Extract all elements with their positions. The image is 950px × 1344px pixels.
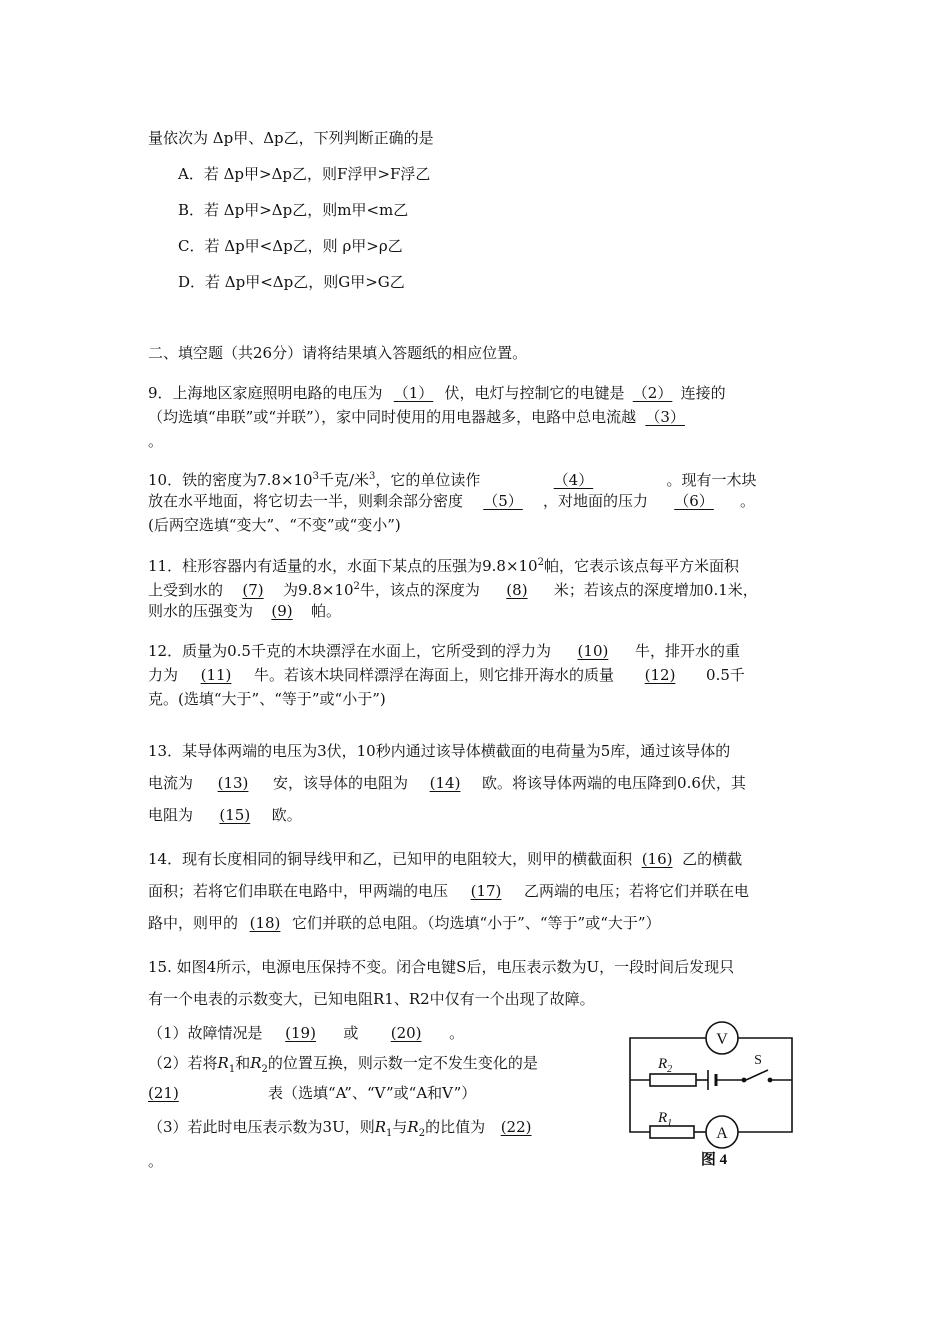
- q10-text: ，它的单位读作: [375, 471, 481, 489]
- blank-11: (11): [200, 666, 232, 684]
- q10-text: 10．铁的密度为7.8×10: [148, 471, 313, 489]
- blank-2: （2）: [632, 384, 673, 402]
- q13-text: 安，该导体的电阻为: [273, 774, 409, 792]
- blank-18: (18): [249, 914, 281, 932]
- blank-4: （4）: [553, 471, 594, 489]
- q11-line1: [148, 553, 739, 576]
- blank-5: （5）: [483, 492, 523, 510]
- r-subscript: 1: [228, 1064, 236, 1075]
- blank-9: (9): [271, 602, 293, 620]
- resistor-r2: [650, 1074, 696, 1086]
- circuit-diagram: [622, 1018, 798, 1170]
- q11-text: 帕，它表示该点每平方米面积: [543, 557, 739, 575]
- switch-label: S: [754, 1053, 762, 1068]
- q13-line1: 13．某导体两端的电压为3伏，10秒内通过该导体横截面的电荷量为5库，通过该导体的: [148, 742, 731, 760]
- ammeter-label: A: [716, 1125, 728, 1142]
- wire-top-right: [738, 1038, 792, 1132]
- q15-part2-cont: [148, 1083, 476, 1103]
- q10-text: 放在水平地面，将它切去一半，则剩余部分密度: [148, 492, 464, 510]
- blank-8: (8): [506, 581, 528, 599]
- blank-13: (13): [217, 774, 249, 792]
- q14-line3: [148, 913, 661, 933]
- r-subscript: 1: [386, 1128, 393, 1139]
- q12-text: 牛。若该木块同样漂浮在海面上，则它排开海水的质量: [254, 666, 615, 684]
- q9-text: 9．上海地区家庭照明电路的电压为: [148, 384, 383, 402]
- q14-line1: [148, 849, 742, 869]
- blank-1: （1）: [393, 384, 434, 402]
- blank-6: （6）: [674, 492, 714, 510]
- q10-text: 千克/米: [318, 471, 370, 489]
- q15-text: 表（选填“A”、“V”或“A和V”）: [268, 1084, 477, 1102]
- q12-text: 0.5千: [706, 666, 745, 684]
- r-symbol: R: [374, 1118, 387, 1136]
- q11-text: 则水的压强变为: [148, 602, 254, 620]
- q9-text: 伏，电灯与控制它的电键是: [444, 384, 625, 402]
- q14-text: 乙两端的电压；若将它们并联在电: [524, 882, 750, 900]
- q10-line1: [148, 467, 756, 490]
- q11-text: 11．柱形容器内有适量的水，水面下某点的压强为9.8×10: [148, 557, 538, 575]
- q12-text: 12．质量为0.5千克的木块漂浮在水面上，它所受到的浮力为: [148, 642, 551, 660]
- q15-text: （1）故障情况是: [148, 1024, 263, 1042]
- option-a: A．若 Δp甲>Δp乙，则F浮甲>F浮乙: [178, 165, 431, 183]
- q15-line1: 15. 如图4所示，电源电压保持不变。闭合电键S后，电压表示数为U，一段时间后发现只: [148, 958, 735, 976]
- q11-sup: 2: [537, 557, 544, 568]
- blank-19: (19): [285, 1024, 316, 1042]
- q13-text: 欧。: [271, 806, 302, 824]
- q14-text: 14．现有长度相同的铜导线甲和乙，已知甲的电阻较大，则甲的横截面积: [148, 850, 633, 868]
- blank-20: (20): [390, 1024, 422, 1042]
- q13-text: 电流为: [148, 774, 194, 792]
- q15-end: 。: [148, 1152, 164, 1170]
- q15-part2: [148, 1053, 538, 1080]
- switch-blade: [746, 1070, 768, 1080]
- q15-text: 与: [392, 1118, 408, 1136]
- r2-label: $R_2$: [658, 1056, 673, 1075]
- q9-line2: [148, 407, 694, 427]
- option-d: D．若 Δp甲<Δp乙，则G甲>G乙: [178, 273, 405, 291]
- q15-text: 或: [343, 1024, 359, 1042]
- q11-text: 上受到水的: [148, 581, 224, 599]
- q14-text: 乙的横截: [682, 850, 743, 868]
- switch-contact: [742, 1078, 747, 1083]
- q10-text: 。现有一木块: [666, 471, 757, 489]
- q12-line1: [148, 641, 740, 661]
- blank-17: (17): [470, 882, 502, 900]
- q15-text: 和: [235, 1054, 251, 1072]
- q14-text: 面积；若将它们串联在电路中，甲两端的电压: [148, 882, 449, 900]
- option-b: B．若 Δp甲>Δp乙，则m甲<m乙: [178, 201, 409, 219]
- blank-15: (15): [219, 806, 251, 824]
- q11-sup: 2: [353, 581, 360, 592]
- blank-7: (7): [242, 581, 264, 599]
- q11-text: 为9.8×10: [283, 581, 354, 599]
- q11-text: 牛，该点的深度为: [359, 581, 480, 599]
- q12-line2: [148, 665, 745, 685]
- q15-text: 。: [449, 1024, 465, 1042]
- blank-16: (16): [641, 850, 673, 868]
- q9-text: 连接的: [680, 384, 726, 402]
- q9-line3: 。: [148, 432, 164, 450]
- q11-text: 帕。: [311, 602, 342, 620]
- figure-caption: 图 4: [700, 1152, 728, 1168]
- q10-sup: 3: [369, 471, 376, 482]
- q12-text: 牛，排开水的重: [634, 642, 740, 660]
- q10-text: 。: [740, 492, 756, 510]
- q10-text: ，对地面的压力: [543, 492, 649, 510]
- q13-line2: [148, 773, 746, 793]
- voltmeter-label: V: [716, 1031, 728, 1048]
- q9-text: （均选填“串联”或“并联”），家中同时使用的用电器越多，电路中总电流越: [148, 408, 637, 426]
- option-c: C．若 Δp甲<Δp乙，则 ρ甲>ρ乙: [178, 237, 403, 255]
- r-symbol: R: [217, 1054, 229, 1072]
- q10-sup: 3: [312, 471, 319, 482]
- r-subscript: 2: [261, 1064, 268, 1075]
- q9-line1: [148, 383, 726, 403]
- q11-text: 米；若该点的深度增加0.1米，: [553, 581, 758, 599]
- section-heading: 二、填空题（共26分）请将结果填入答题纸的相应位置。: [148, 344, 528, 362]
- blank-22: (22): [500, 1118, 532, 1136]
- r-symbol: R: [407, 1118, 419, 1136]
- r-subscript: 2: [418, 1128, 426, 1139]
- q15-line2: 有一个电表的示数变大，已知电阻R1、R2中仅有一个出现了故障。: [148, 990, 595, 1008]
- r1-label: $R_1$: [658, 1110, 673, 1129]
- q15-text: （2）若将: [148, 1054, 218, 1072]
- q13-text: 欧。将该导体两端的电压降到0.6伏，其: [482, 774, 746, 792]
- blank-12: (12): [644, 666, 676, 684]
- q10-line2: [148, 491, 755, 511]
- q11-line3: [148, 601, 341, 621]
- blank-10: (10): [577, 642, 609, 660]
- blank-14: (14): [429, 774, 461, 792]
- q15-text: 的位置互换，则示数一定不发生变化的是: [267, 1054, 538, 1072]
- blank-3: （3）: [645, 408, 685, 426]
- r-symbol: R: [250, 1054, 262, 1072]
- q10-line3: (后两空选填“变大”、“不变”或“变小”): [148, 516, 401, 534]
- q13-text: 电阻为: [148, 806, 194, 824]
- question-stem: 量依次为 Δp甲、Δp乙，下列判断正确的是: [148, 129, 434, 147]
- q12-text: 力为: [148, 666, 179, 684]
- q15-part1: [148, 1023, 464, 1043]
- q13-line3: [148, 805, 302, 825]
- blank-21: (21): [148, 1084, 179, 1102]
- q15-part3: [148, 1117, 547, 1144]
- q11-line2: [148, 577, 758, 600]
- q15-text: （3）若此时电压表示数为3U，则: [148, 1118, 375, 1136]
- q14-text: 路中，则甲的: [148, 914, 239, 932]
- q15-text: 的比值为: [425, 1118, 486, 1136]
- q12-line3: 克。(选填“大于”、“等于”或“小于”): [148, 690, 386, 708]
- q14-text: 它们并联的总电阻。（均选填“小于”、“等于”或“大于”）: [292, 914, 661, 932]
- switch-contact: [768, 1078, 773, 1083]
- q14-line2: [148, 881, 749, 901]
